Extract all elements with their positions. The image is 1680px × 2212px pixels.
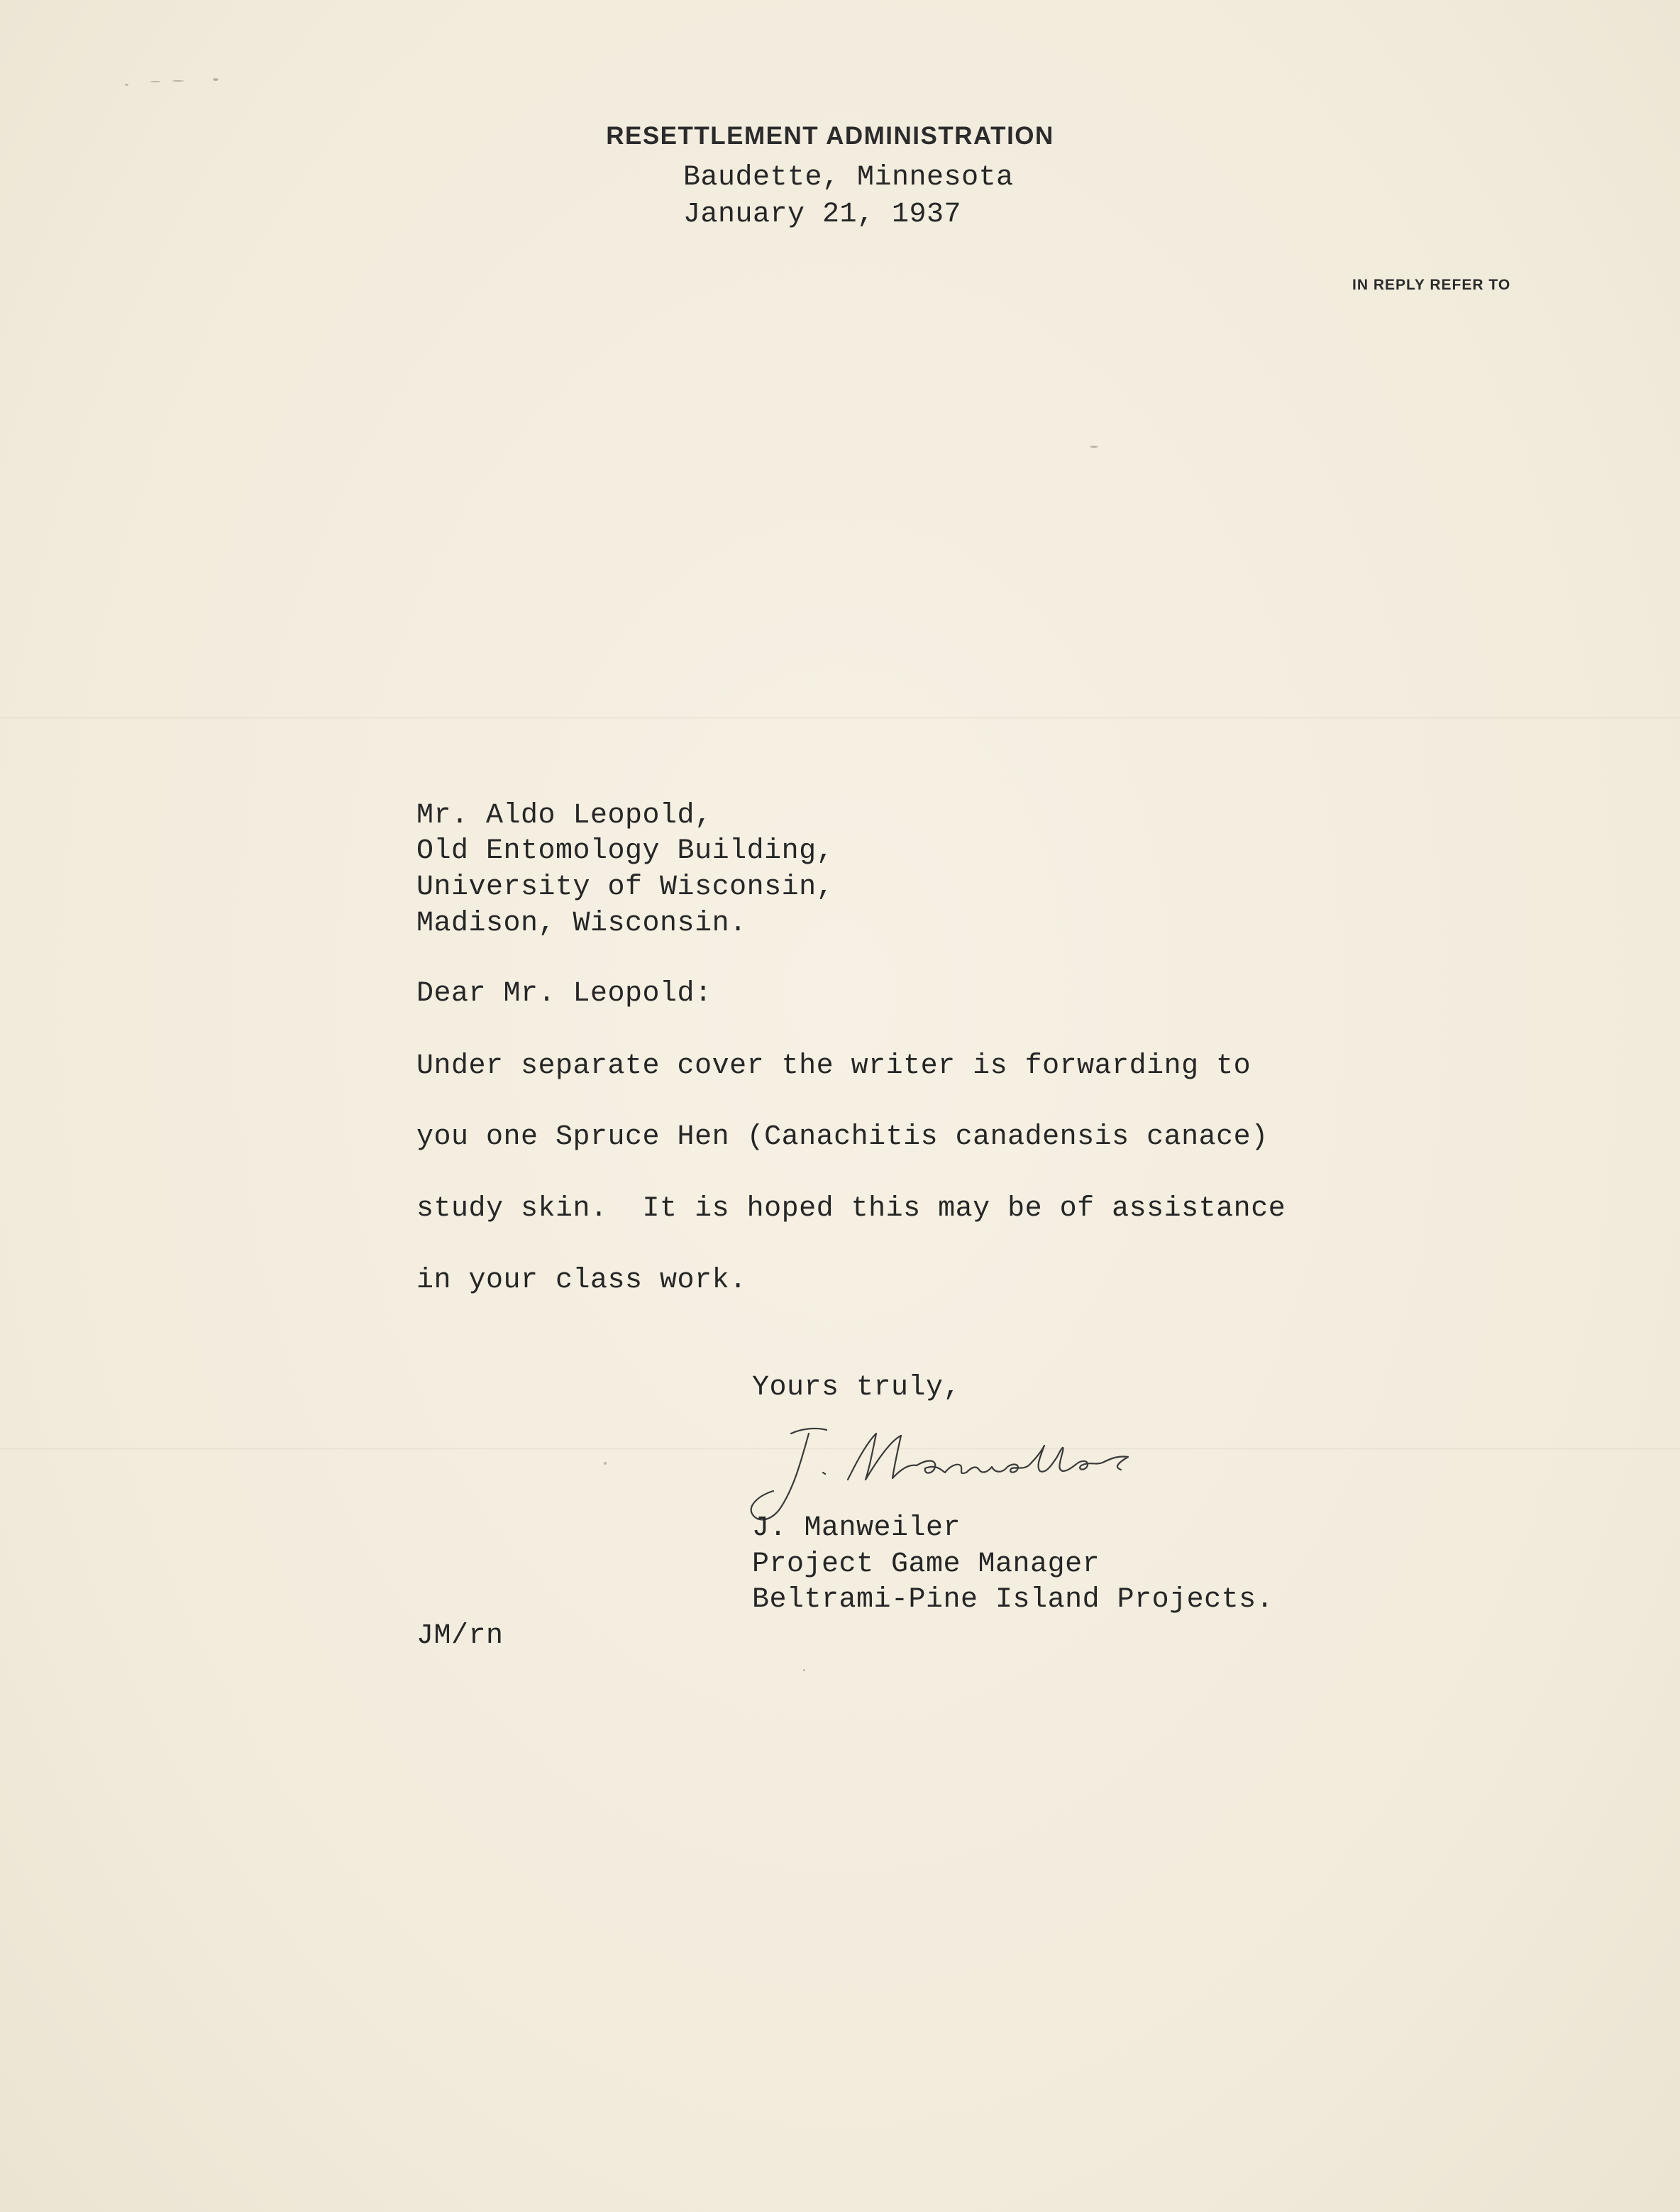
paper-speck <box>604 1462 607 1465</box>
body-line: you one Spruce Hen (Canachitis canadensis canace) <box>416 1121 1269 1153</box>
reference-initials: JM/rn <box>416 1620 504 1652</box>
body-line: in your class work. <box>416 1265 747 1297</box>
body-line: study skin. It is hoped this may be of assistance <box>416 1193 1286 1225</box>
signer-title: Project Game Manager <box>752 1548 1100 1580</box>
recipient-building: Old Entomology Building, <box>416 835 834 867</box>
signer-name: J. Manweiler <box>752 1512 961 1544</box>
paper-speck <box>803 1669 805 1671</box>
paper-speck <box>150 81 160 82</box>
reply-reference-label: IN REPLY REFER TO <box>1352 277 1511 293</box>
paper-speck <box>125 84 128 86</box>
paper-speck <box>172 80 184 82</box>
body-line: Under separate cover the writer is forwarding to <box>416 1050 1251 1082</box>
handwritten-signature <box>724 1402 1206 1529</box>
recipient-institution: University of Wisconsin, <box>416 871 834 903</box>
paper-speck <box>1090 446 1098 448</box>
signer-organization: Beltrami-Pine Island Projects. <box>752 1584 1274 1616</box>
recipient-name: Mr. Aldo Leopold, <box>416 800 712 832</box>
closing: Yours truly, <box>752 1372 961 1404</box>
recipient-city: Madison, Wisconsin. <box>416 908 747 940</box>
fold-line <box>0 717 1680 719</box>
salutation: Dear Mr. Leopold: <box>416 978 712 1010</box>
letterhead-city: Baudette, Minnesota <box>683 162 1014 194</box>
letterhead-organization: RESETTLEMENT ADMINISTRATION <box>606 122 1054 150</box>
paper-speck <box>213 78 219 81</box>
letter-date: January 21, 1937 <box>683 199 962 231</box>
